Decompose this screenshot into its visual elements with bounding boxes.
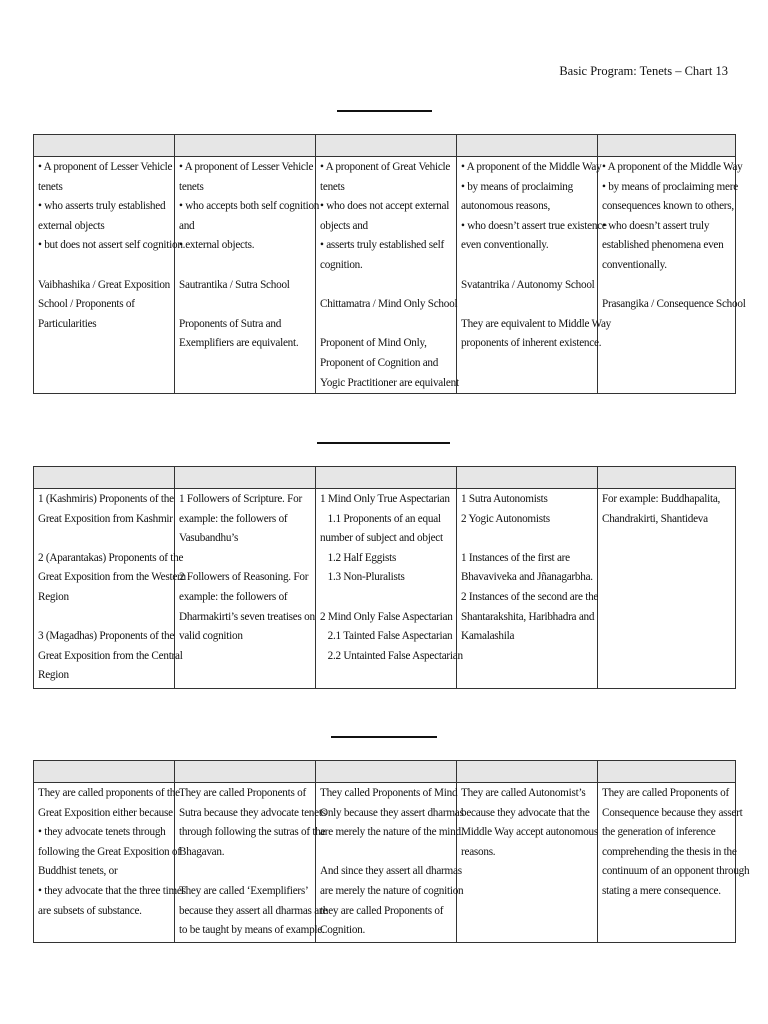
cell-text-line: tenets [320,180,345,193]
column-header-cell [457,467,598,489]
blank-line [179,295,312,315]
cell-text-line: even conventionally. [461,239,549,252]
cell-text-line: 1 Followers of Scripture. For [179,493,302,505]
cell-text-line: 3 (Magadhas) Proponents of the [38,630,175,643]
cell-text-line: They are called Proponents of [179,787,306,799]
cell-text-line: Yogic Practitioner are equivalent [320,376,459,389]
cell-text-line: tenets [179,180,204,193]
cell-text-line: Proponents of Sutra and [179,317,282,330]
cell-text-line: They are called Autonomist’s [461,787,586,799]
cell-text-line: • who doesn’t assert truly [602,219,710,232]
column-header-cell [175,467,316,489]
blank-line [320,588,453,608]
cell-text-line: number of subject and object [320,532,443,545]
cell-text-line: they are called Proponents of [320,904,444,917]
cell-text-line: tenets [38,180,63,193]
cell-text-line: 2.1 Tainted False Aspectarian [320,630,453,643]
cell-text-line: Great Exposition from Kashmir [38,512,173,525]
cell-text-line: Sutra because they advocate tenets [179,806,326,819]
cell-text-line: are merely the nature of the mind. [320,826,464,839]
cell-text-line: Middle Way accept autonomous [461,826,598,839]
cell-text-line: For example: Buddhapalita, [602,493,721,505]
cell-text-line: • external objects. [179,239,255,252]
cell-text-line: • A proponent of the Middle Way [461,161,602,173]
cell-text-line: established phenomena even [602,239,724,252]
cell-text-line: Prasangika / Consequence School [602,298,746,311]
section-3-heading-rule [331,736,437,738]
cell-text-line: • who does not accept external [320,200,450,213]
cell-text-line: Region [38,669,69,682]
cell-vaibhashika [34,157,186,394]
cell-text-line: They are called ‘Exemplifiers’ [179,884,309,897]
cell-text-line: following the Great Exposition of [38,845,181,858]
cell-vaibhashika-divisions [34,489,186,689]
cell-text-line: Bhavaviveka and Jñanagarbha. [461,571,593,584]
cell-text-line: • who accepts both self cognition [179,200,320,213]
cell-prasangika-etymology [598,783,750,943]
cell-text-line: • asserts truly established self [320,239,444,252]
cell-text-line: are subsets of substance. [38,904,142,917]
cell-text-line: cognition. [320,258,363,271]
cell-chittamatra-divisions [316,489,463,689]
blank-line [179,549,312,569]
cell-text-line: • who doesn’t assert true existence [461,219,607,232]
cell-text-line: Great Exposition either because [38,806,173,819]
cell-text-line: They are equivalent to Middle Way [461,317,612,330]
cell-text-line: • A proponent of the Middle Way [602,161,743,173]
cell-text-line: Proponent of Mind Only, [320,337,427,350]
section-1-heading-rule [337,110,432,112]
cell-text-line: through following the sutras of the [179,826,326,839]
cell-text-line: They are called Proponents of [602,787,729,799]
cell-text-line: 2 Followers of Reasoning. For [179,571,309,584]
cell-text-line: reasons. [461,845,496,858]
cell-text-line: Svatantrika / Autonomy School [461,278,595,291]
cell-text-line: • A proponent of Lesser Vehicle [38,161,173,173]
cell-text-line: • they advocate tenets through [38,826,166,839]
cell-text-line: 1 Mind Only True Aspectarian [320,493,450,505]
cell-text-line: are merely the nature of cognition [320,884,464,897]
cell-svatantrika-etymology [457,783,598,943]
cell-text-line: 1.1 Proponents of an equal [320,512,441,525]
cell-text-line: Vaibhashika / Great Exposition [38,278,171,291]
cell-text-line: to be taught by means of example. [179,924,325,937]
cell-text-line: • A proponent of Lesser Vehicle [179,161,314,173]
column-header-cell [457,761,598,783]
cell-svatantrika-divisions [457,489,598,689]
cell-text-line: the generation of inference [602,826,716,839]
cell-text-line: Exemplifiers are equivalent. [179,337,299,350]
tenets-divisions-table [33,466,736,689]
column-header-cell [316,135,457,157]
cell-prasangika [598,157,746,394]
blank-line [320,843,453,863]
column-header-cell [598,135,736,157]
cell-text-line: • by means of proclaiming [461,180,573,193]
cell-text-line: and [179,219,195,232]
cell-text-line: objects and [320,219,368,232]
table-row [34,489,736,689]
blank-line [320,315,453,335]
table-header-row [34,761,736,783]
blank-line [461,256,594,276]
cell-text-line: Consequence because they assert [602,806,743,819]
cell-text-line: Dharmakirti’s seven treatises on [179,610,315,623]
cell-text-line: 2 Yogic Autonomists [461,512,550,525]
cell-text-line: Only because they assert dharmas [320,806,464,819]
table-row [34,157,736,394]
blank-line [461,529,594,549]
cell-text-line: • who asserts truly established [38,200,166,213]
cell-text-line: School / Proponents of [38,298,135,311]
cell-text-line: Shantarakshita, Haribhadra and [461,610,595,623]
cell-text-line: autonomous reasons, [461,200,551,213]
cell-text-line: because they advocate that the [461,806,590,819]
cell-text-line: Cognition. [320,924,366,937]
cell-text-line: proponents of inherent existence. [461,337,602,350]
cell-sautrantika-divisions [175,489,316,689]
column-header-cell [34,467,175,489]
cell-text-line: example: the followers of [179,512,288,525]
cell-text-line: • A proponent of Great Vehicle [320,161,451,173]
cell-svatantrika [457,157,612,394]
cell-text-line: • but does not assert self cognition. [38,239,186,252]
cell-text-line: Bhagavan. [179,845,225,858]
cell-text-line: Proponent of Cognition and [320,356,439,369]
cell-text-line: They called Proponents of Mind [320,787,458,799]
cell-text-line: They are called proponents of the [38,787,180,799]
cell-text-line: 2.2 Untainted False Aspectarian [320,649,463,662]
cell-sautrantika [175,157,320,394]
tenets-etymology-table [33,760,750,943]
cell-text-line: • they advocate that the three times [38,884,186,897]
cell-text-line: external objects [38,219,105,232]
section-2-heading-rule [317,442,450,444]
cell-text-line: 2 (Aparantakas) Proponents of the [38,551,184,564]
blank-line [38,529,171,549]
column-header-cell [34,761,175,783]
cell-text-line: valid cognition [179,630,243,643]
blank-line [602,276,732,296]
cell-text-line: 2 Instances of the second are the [461,590,599,603]
cell-text-line: Chandrakirti, Shantideva [602,512,708,525]
cell-text-line: Chittamatra / Mind Only School [320,298,458,311]
cell-text-line: Great Exposition from the Western [38,571,186,584]
cell-text-line: • by means of proclaiming mere [602,180,738,193]
cell-text-line: conventionally. [602,258,667,271]
cell-text-line: Kamalashila [461,630,515,643]
column-header-cell [175,761,316,783]
table-header-row [34,467,736,489]
column-header-cell [34,135,175,157]
table-header-row [34,135,736,157]
column-header-cell [316,761,457,783]
cell-text-line: consequences known to others, [602,200,734,213]
cell-text-line: example: the followers of [179,590,288,603]
cell-chittamatra [316,157,457,394]
table-row [34,783,736,943]
cell-text-line: 1.3 Non-Pluralists [320,571,405,584]
cell-text-line: Great Exposition from the Central [38,649,183,662]
column-header-cell [175,135,316,157]
tenets-definitions-table [33,134,746,394]
cell-text-line: And since they assert all dharmas [320,865,462,878]
blank-line [38,608,171,628]
cell-chittamatra-etymology [316,783,464,943]
column-header-cell [457,135,598,157]
cell-text-line: Vasubandhu’s [179,532,239,545]
cell-text-line: 1 Instances of the first are [461,551,570,564]
blank-line [179,256,312,276]
cell-text-line: stating a mere consequence. [602,884,721,897]
cell-text-line: continuum of an opponent through [602,865,750,878]
blank-line [461,295,594,315]
cell-text-line: 1 (Kashmiris) Proponents of the [38,493,174,505]
column-header-cell [598,467,736,489]
cell-text-line: 1.2 Half Eggists [320,551,397,564]
cell-text-line: Particularities [38,317,97,330]
cell-text-line: 1 Sutra Autonomists [461,493,548,505]
blank-line [320,276,453,296]
cell-prasangika-divisions [598,489,736,689]
cell-text-line: because they assert all dharmas are [179,904,328,917]
cell-text-line: Buddhist tenets, or [38,865,118,878]
cell-text-line: 2 Mind Only False Aspectarian [320,610,453,623]
column-header-cell [316,467,457,489]
cell-text-line: comprehending the thesis in the [602,845,737,858]
cell-vaibhashika-etymology [34,783,186,943]
cell-text-line: Region [38,590,69,603]
blank-line [38,256,171,276]
column-header-cell [598,761,736,783]
page-header: Basic Program: Tenets – Chart 13 [559,64,728,78]
cell-text-line: Sautrantika / Sutra School [179,278,290,291]
cell-sautrantika-etymology [175,783,328,943]
blank-line [179,862,312,882]
